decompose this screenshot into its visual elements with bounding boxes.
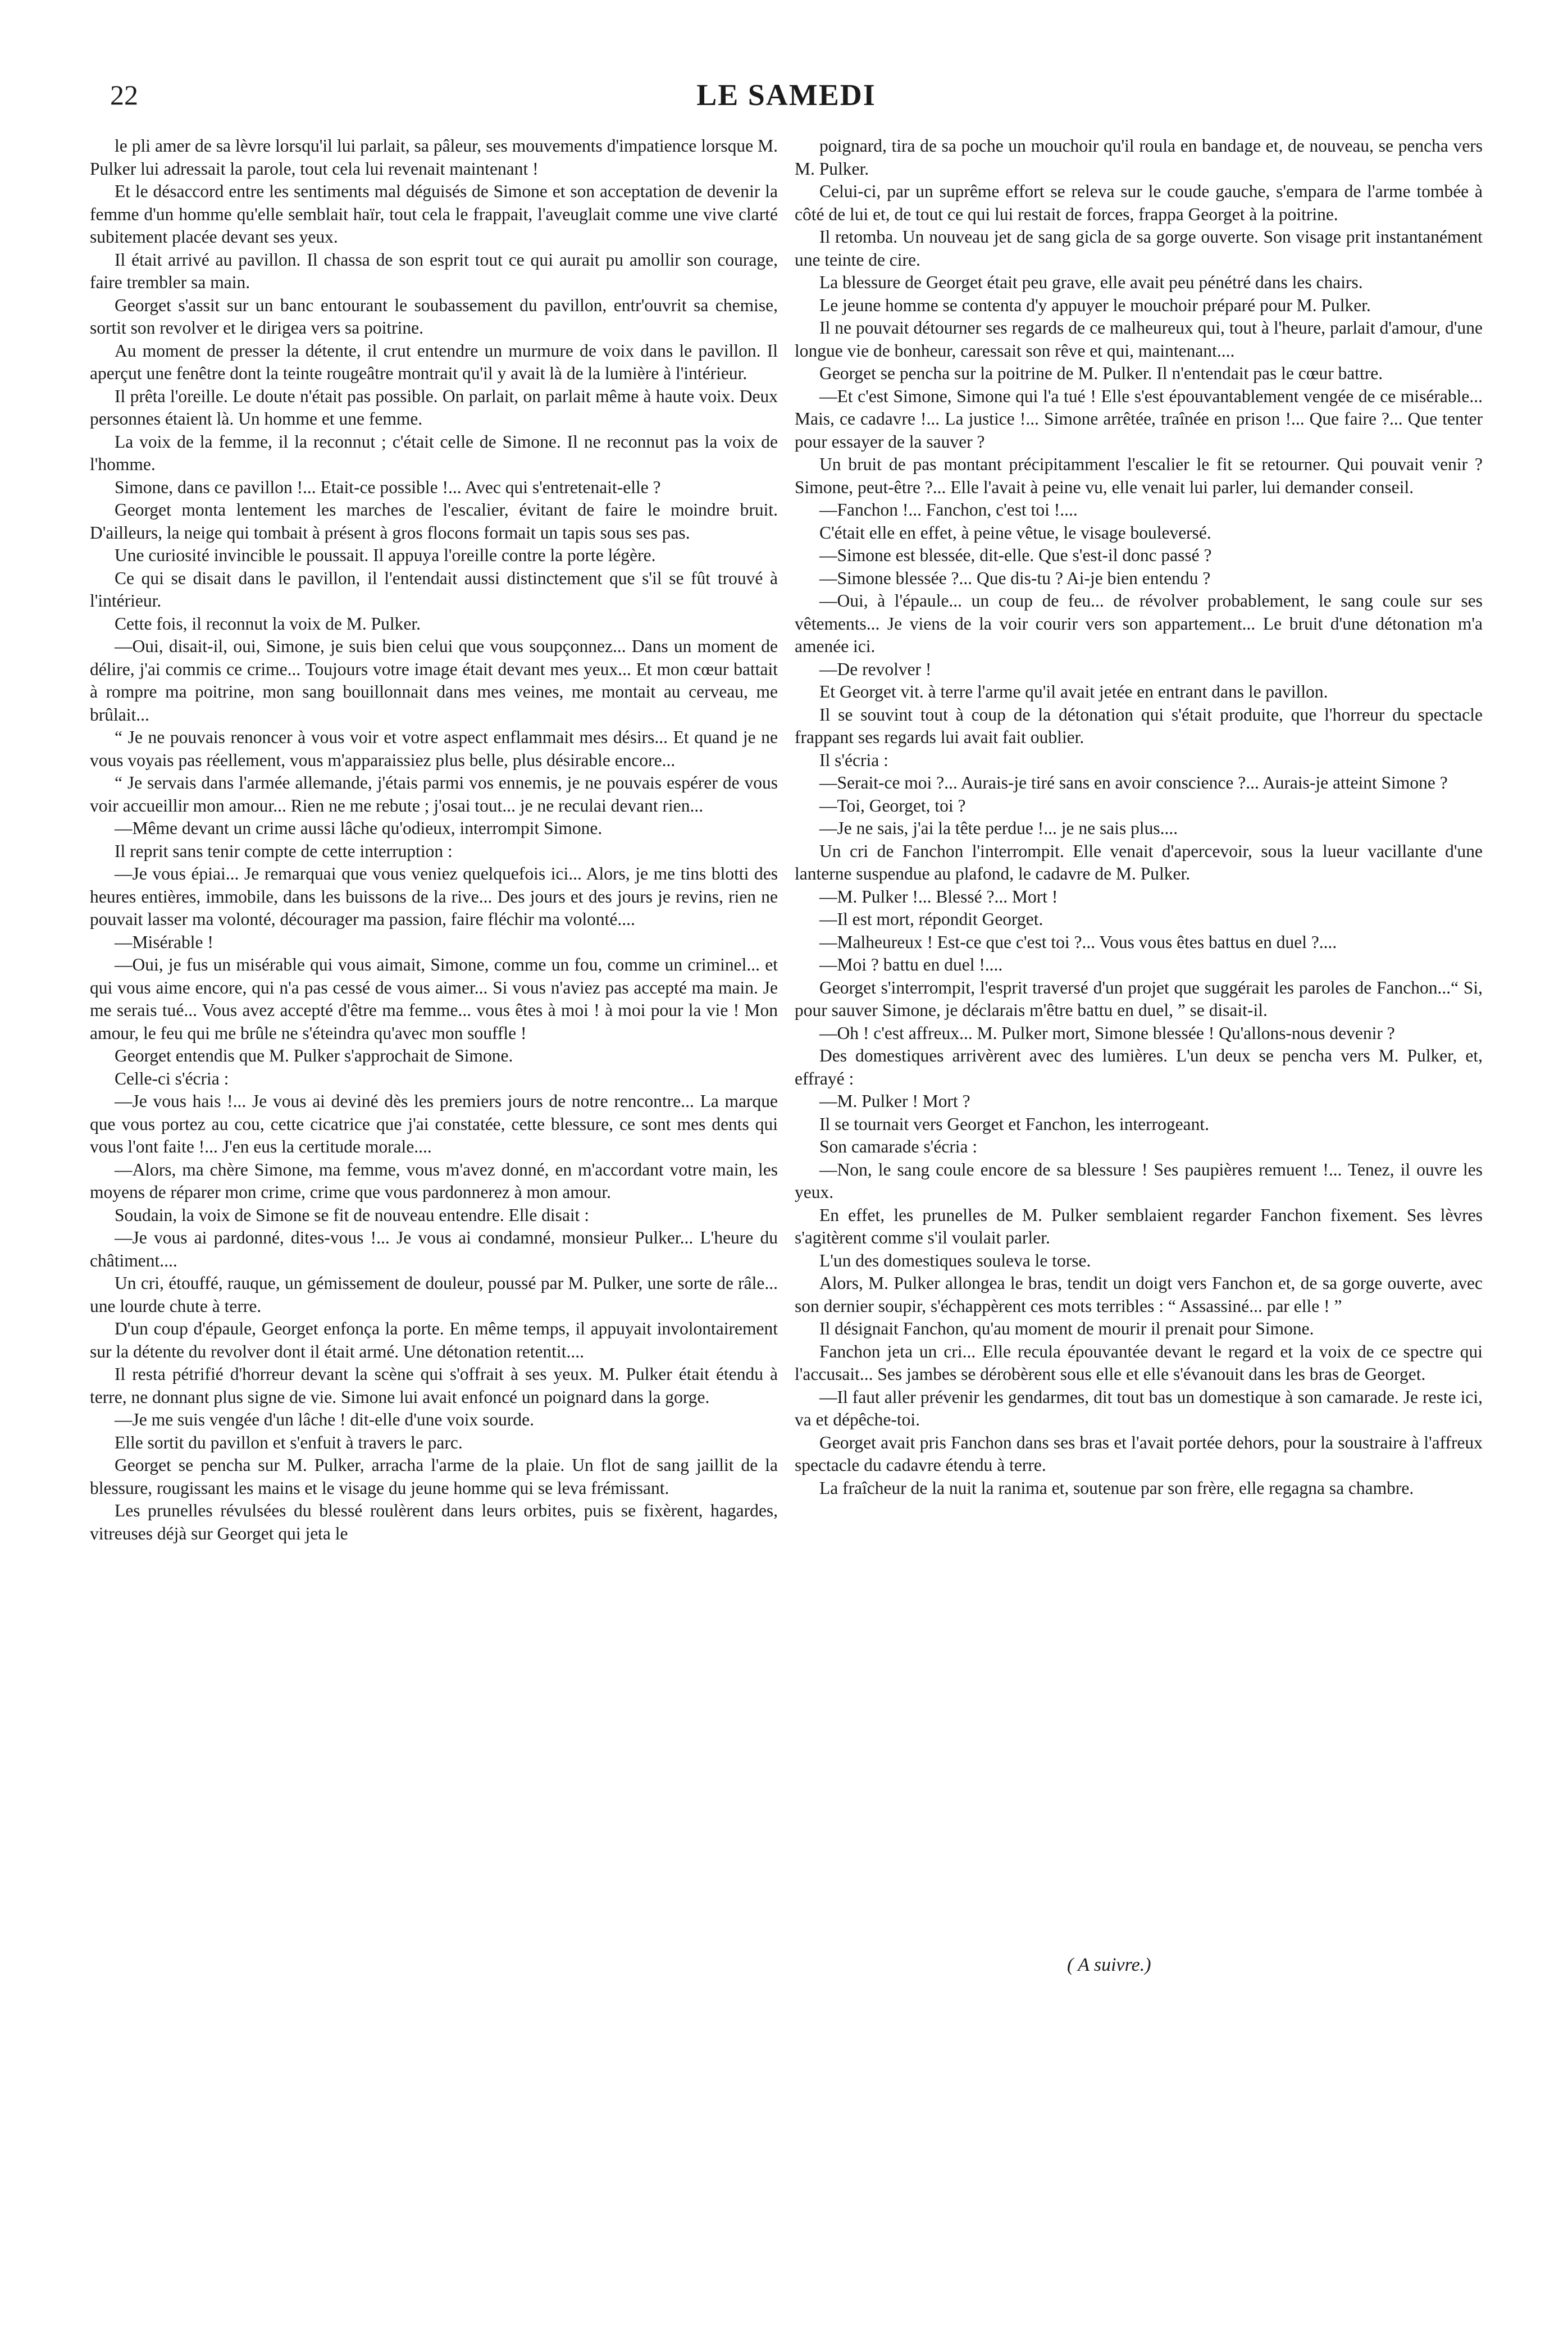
paragraph: —Je ne sais, j'ai la tête perdue !... je ne sais plus....	[819, 818, 1178, 838]
paragraph: Fanchon jeta un cri... Elle recula épouvantée devant le regard et la voix de ce spectre qui l'accusait... Ses jambes se dérobèrent sous elle et elle s'évanouit dans les bras de Georget.	[795, 1341, 1483, 1384]
paragraph: Celle-ci s'écria :	[115, 1068, 229, 1088]
paragraph: Georget monta lentement les marches de l'escalier, évitant de faire le moindre bruit. D'ailleurs, la neige qui tombait à présent à gros flocons formait un tapis sous ses pas.	[90, 500, 778, 543]
paragraph: En effet, les prunelles de M. Pulker semblaient regarder Fanchon fixement. Ses lèvres s'agitèrent comme s'il voulait parler.	[795, 1205, 1483, 1247]
paragraph: Un cri de Fanchon l'interrompit. Elle venait d'apercevoir, sous la lueur vacillante d'une lanterne suspendue au plafond, le cadavre de M. Pulker.	[795, 841, 1483, 883]
paragraph: —Je vous épiai... Je remarquai que vous veniez quelquefois ici... Alors, je me tins blotti des heures entières, immobile, dans les buissons de la rive... Des jours et des jours je revins, rien ne pouvait lasser ma volonté, décourager ma passion, faire fléchir ma volonté....	[90, 864, 778, 929]
paragraph: poignard, tira de sa poche un mouchoir qu'il roula en bandage et, de nouveau, se pencha vers M. Pulker.	[795, 136, 1483, 179]
paragraph: Il resta pétrifié d'horreur devant la scène qui s'offrait à ses yeux. M. Pulker était étendu à terre, ne donnant plus signe de vie. Simone lui avait enfoncé un poignard dans la gorge.	[90, 1364, 778, 1407]
paragraph: Il prêta l'oreille. Le doute n'était pas possible. On parlait, on parlait même à haute voix. Deux personnes étaient là. Un homme et une femme.	[90, 386, 778, 429]
paragraph: —Serait-ce moi ?... Aurais-je tiré sans en avoir conscience ?... Aurais-je atteint Simone ?	[819, 773, 1448, 792]
paragraph: Son camarade s'écria :	[819, 1137, 978, 1156]
paragraph: Georget se pencha sur M. Pulker, arracha l'arme de la plaie. Un flot de sang jaillit de la blessure, rougissant les mains et le visage du jeune homme qui se leva frémissant.	[90, 1455, 778, 1498]
to-be-continued-note: ( A suivre.)	[1067, 1954, 1151, 1975]
paragraph: Georget s'assit sur un banc entourant le soubassement du pavillon, entr'ouvrit sa chemise, sortit son revolver et le dirigea vers sa poitrine.	[90, 295, 778, 338]
paragraph: Et Georget vit. à terre l'arme qu'il avait jetée en entrant dans le pavillon.	[819, 682, 1328, 701]
paragraph: Ce qui se disait dans le pavillon, il l'entendait aussi distinctement que s'il se fût trouvé à l'intérieur.	[90, 568, 778, 610]
paragraph: —Alors, ma chère Simone, ma femme, vous m'avez donné, en m'accordant votre main, les moyens de réparer mon crime, crime que vous pardonnerez à mon amour.	[90, 1159, 778, 1202]
paragraph: Georget s'interrompit, l'esprit traversé d'un projet que suggérait les paroles de Fanchon...“ Si, pour sauver Simone, je déclarais m'être battu en duel, ” se disait-il.	[795, 977, 1483, 1020]
page-header	[90, 78, 1483, 122]
paragraph: “ Je servais dans l'armée allemande, j'étais parmi vos ennemis, je ne pouvais espérer de vous voir accueillir mon amour... Rien ne me rebute ; j'osai tout... je ne reculai devant rien...	[90, 773, 778, 815]
paragraph: Cette fois, il reconnut la voix de M. Pulker.	[115, 613, 421, 634]
paragraph: —Fanchon !... Fanchon, c'est toi !....	[819, 500, 1078, 520]
paragraph: —Toi, Georget, toi ?	[819, 795, 966, 815]
page-number: 22	[110, 79, 138, 111]
paragraph: —Même devant un crime aussi lâche qu'odieux, interrompit Simone.	[115, 818, 603, 838]
paragraph: —Moi ? battu en duel !....	[819, 955, 1003, 974]
paragraph: Alors, M. Pulker allongea le bras, tendit un doigt vers Fanchon et, de sa gorge ouverte, avec son dernier soupir, s'échappèrent ces mots terribles : “ Assassiné... par elle ! ”	[795, 1273, 1483, 1316]
paragraph: Et le désaccord entre les sentiments mal déguisés de Simone et son acceptation de devenir la femme d'un homme qu'elle semblait haïr, tout cela le frappait, l'aveuglait comme une vive clarté subitement placée devant ses yeux.	[90, 181, 778, 247]
paragraph: —Je me suis vengée d'un lâche ! dit-elle d'une voix sourde.	[115, 1410, 535, 1429]
paragraph: Soudain, la voix de Simone se fit de nouveau entendre. Elle disait :	[115, 1205, 590, 1225]
paragraph: —Simone est blessée, dit-elle. Que s'est-il donc passé ?	[819, 545, 1212, 565]
paragraph: —Il faut aller prévenir les gendarmes, dit tout bas un domestique à son camarade. Je reste ici, va et dépêche-toi.	[795, 1387, 1483, 1429]
paragraph: D'un coup d'épaule, Georget enfonça la porte. En même temps, il appuyait involontairement sur la détente du revolver dont il était armé. Une détonation retentit....	[90, 1319, 778, 1361]
paragraph: Au moment de presser la détente, il crut entendre un murmure de voix dans le pavillon. Il aperçut une fenêtre dont la teinte rougeâtre montrait qu'il y avait là de la lumière à l'intérieur.	[90, 340, 778, 383]
paragraph: —Je vous hais !... Je vous ai deviné dès les premiers jours de notre rencontre... La marque que vous portez au cou, cette cicatrice que j'ai constatée, cette blessure, ce sont mes dents qui vous l'ont faite !... J'en eus la certitude morale....	[90, 1091, 778, 1156]
paragraph: —Oui, je fus un misérable qui vous aimait, Simone, comme un fou, comme un criminel... et qui vous aime encore, qui n'a pas cessé de vous aimer... Si vous n'aviez pas accepté ma main. Je me serais tué... Vous avez accepté d'être ma femme... vous êtes à moi ! à moi pour la vie ! Mon amour, le feu qui me brûle ne s'éteindra qu'avec mon souffle !	[90, 955, 778, 1043]
paragraph: La fraîcheur de la nuit la ranima et, soutenue par son frère, elle regagna sa chambre.	[819, 1478, 1414, 1498]
text-column-left	[90, 135, 778, 2320]
publication-title: LE SAMEDI	[696, 78, 876, 112]
paragraph: Simone, dans ce pavillon !... Etait-ce possible !... Avec qui s'entretenait-elle ?	[115, 477, 661, 497]
paragraph: Des domestiques arrivèrent avec des lumières. L'un deux se pencha vers M. Pulker, et, effrayé :	[795, 1046, 1483, 1088]
paragraph: —Je vous ai pardonné, dites-vous !... Je vous ai condamné, monsieur Pulker... L'heure du châtiment....	[90, 1228, 778, 1270]
paragraph: La blessure de Georget était peu grave, elle avait peu pénétré dans les chairs.	[819, 272, 1363, 292]
paragraph: —Il est mort, répondit Georget.	[819, 909, 1043, 929]
paragraph: le pli amer de sa lèvre lorsqu'il lui parlait, sa pâleur, ses mouvements d'impatience lorsque M. Pulker lui adressait la parole, tout cela lui revenait maintenant !	[90, 136, 778, 179]
paragraph: Il se souvint tout à coup de la détonation qui s'était produite, que l'horreur du spectacle frappant ses regards lui avait fait oublier.	[795, 704, 1483, 747]
paragraph: —M. Pulker !... Blessé ?... Mort !	[819, 886, 1058, 906]
paragraph: —M. Pulker ! Mort ?	[819, 1091, 970, 1111]
paragraph: Il ne pouvait détourner ses regards de ce malheureux qui, tout à l'heure, parlait d'amour, d'une longue vie de bonheur, caressait son rêve et qui, maintenant....	[795, 318, 1483, 361]
paragraph: Un bruit de pas montant précipitamment l'escalier le fit se retourner. Qui pouvait venir ? Simone, peut-être ?... Elle l'avait à peine vu, elle venait lui parler, lui demander conseil.	[795, 454, 1483, 497]
paragraph: —Malheureux ! Est-ce que c'est toi ?... Vous vous êtes battus en duel ?....	[819, 932, 1337, 952]
paragraph: —Oui, à l'épaule... un coup de feu... de révolver probablement, le sang coule sur ses vêtements... Je viens de la voir courir vers son appartement... Le bruit d'une détonation m'a amenée ici.	[795, 591, 1483, 656]
paragraph: C'était elle en effet, à peine vêtue, le visage bouleversé.	[819, 522, 1211, 543]
paragraph: —Et c'est Simone, Simone qui l'a tué ! Elle s'est épouvantablement vengée de ce misérable... Mais, ce cadavre !... La justice !... Simone arrêtée, traînée en prison !... Que faire ?... Que tenter pour essayer de la sauver ?	[795, 386, 1483, 452]
paragraph: Il reprit sans tenir compte de cette interruption :	[115, 841, 453, 861]
paragraph: —Oh ! c'est affreux... M. Pulker mort, Simone blessée ! Qu'allons-nous devenir ?	[819, 1023, 1395, 1043]
paragraph: Georget avait pris Fanchon dans ses bras et l'avait portée dehors, pour la soustraire à l'affreux spectacle du cadavre étendu à terre.	[795, 1432, 1483, 1475]
paragraph: Le jeune homme se contenta d'y appuyer le mouchoir préparé pour M. Pulker.	[819, 295, 1371, 315]
paragraph: Un cri, étouffé, rauque, un gémissement de douleur, poussé par M. Pulker, une sorte de râle... une lourde chute à terre.	[90, 1273, 778, 1316]
paragraph: Il désignait Fanchon, qu'au moment de mourir il prenait pour Simone.	[819, 1319, 1314, 1338]
paragraph: —Non, le sang coule encore de sa blessure ! Ses paupières remuent !... Tenez, il ouvre les yeux.	[795, 1159, 1483, 1202]
paragraph: —Oui, disait-il, oui, Simone, je suis bien celui que vous soupçonnez... Dans un moment de délire, j'ai commis ce crime... Toujours votre image était devant mes yeux... Et mon cœur battait à rompre ma poitrine, mon sang bouillonnait dans mes veines, me montait au cerveau, me brûlait...	[90, 636, 778, 725]
paragraph: —De revolver !	[819, 659, 932, 679]
paragraph: La voix de la femme, il la reconnut ; c'était celle de Simone. Il ne reconnut pas la voix de l'homme.	[90, 431, 778, 474]
paragraph: Il se tournait vers Georget et Fanchon, les interrogeant.	[819, 1114, 1209, 1134]
paragraph: Une curiosité invincible le poussait. Il appuya l'oreille contre la porte légère.	[115, 545, 656, 565]
text-column-right	[795, 135, 1483, 2320]
paragraph: Celui-ci, par un suprême effort se releva sur le coude gauche, s'empara de l'arme tombée à côté de lui et, de tout ce qui lui restait de forces, frappa Georget à la poitrine.	[795, 181, 1483, 224]
paragraph: L'un des domestiques souleva le torse.	[819, 1250, 1091, 1270]
paragraph: Il retomba. Un nouveau jet de sang gicla de sa gorge ouverte. Son visage prit instantanément une teinte de cire.	[795, 227, 1483, 270]
paragraph: —Simone blessée ?... Que dis-tu ? Ai-je bien entendu ?	[819, 568, 1211, 588]
paragraph: —Misérable !	[115, 932, 213, 952]
paragraph: Georget se pencha sur la poitrine de M. Pulker. Il n'entendait pas le cœur battre.	[819, 363, 1383, 383]
paragraph: Il s'écria :	[819, 750, 888, 770]
paragraph: “ Je ne pouvais renoncer à vous voir et votre aspect enflammait mes désirs... Et quand je ne vous voyais pas réellement, vous m'apparaissiez plus belle, plus désirable encore...	[90, 727, 778, 770]
paragraph: Georget entendis que M. Pulker s'approchait de Simone.	[115, 1046, 513, 1065]
paragraph: Elle sortit du pavillon et s'enfuit à travers le parc.	[115, 1432, 463, 1452]
paragraph: Les prunelles révulsées du blessé roulèrent dans leurs orbites, puis se fixèrent, hagardes, vitreuses déjà sur Georget qui jeta le	[90, 1501, 778, 1543]
paragraph: Il était arrivé au pavillon. Il chassa de son esprit tout ce qui aurait pu amollir son courage, faire trembler sa main.	[90, 249, 778, 292]
